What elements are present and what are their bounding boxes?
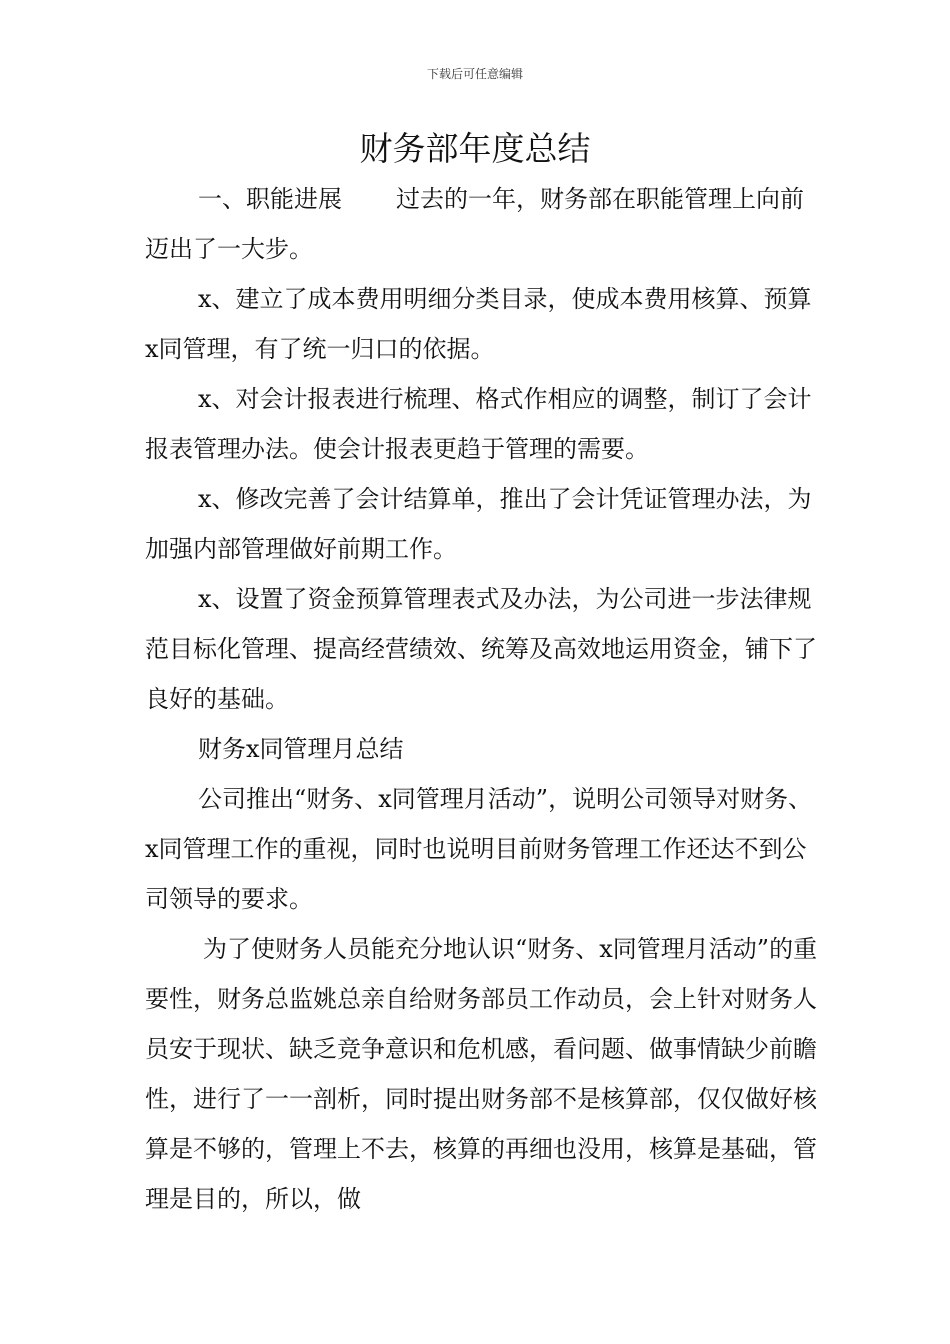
body-paragraph: 公司推出“财务、x同管理月活动”，说明公司领导对财务、x同管理工作的重视，同时也说明目前财务管理工作还达不到公司领导的要求。 — [145, 785, 813, 913]
list-item: x、对会计报表进行梳理、格式作相应的调整，制订了会计报表管理办法。使会计报表更趋于管理的需要。 — [145, 385, 812, 463]
document-title: 财务部年度总结 — [359, 129, 591, 168]
section-2-heading: 财务x同管理月总结 — [198, 735, 404, 763]
section-1-paragraph — [145, 174, 825, 274]
document-body — [145, 174, 825, 1224]
list-item: x、建立了成本费用明细分类目录，使成本费用核算、预算x同管理，有了统一归口的依据。 — [145, 285, 812, 363]
list-item: x、修改完善了会计结算单，推出了会计凭证管理办法，为加强内部管理做好前期工作。 — [145, 485, 812, 563]
section-1-intro: 过去的一年，财务部在职能管理上向前迈出了一大步。 — [145, 185, 804, 263]
section-1-heading: 一、职能进展 — [198, 185, 342, 213]
download-note: 下载后可任意编辑 — [426, 67, 523, 81]
body-paragraph: 为了使财务人员能充分地认识“财务、x同管理月活动”的重要性，财务总监姚总亲自给财务部员工作动员，会上针对财务人员安于现状、缺乏竞争意识和危机感，看问题、做事情缺少前瞻性，进行了一一剖析，同时提出财务部不是核算部，仅仅做好核算是不够的，管理上不去，核算的再细也没用，核算是基础，管理是目的，所以，做 — [145, 935, 818, 1213]
list-item: x、设置了资金预算管理表式及办法，为公司进一步法律规范目标化管理、提高经营绩效、统筹及高效地运用资金，铺下了良好的基础。 — [145, 585, 817, 713]
